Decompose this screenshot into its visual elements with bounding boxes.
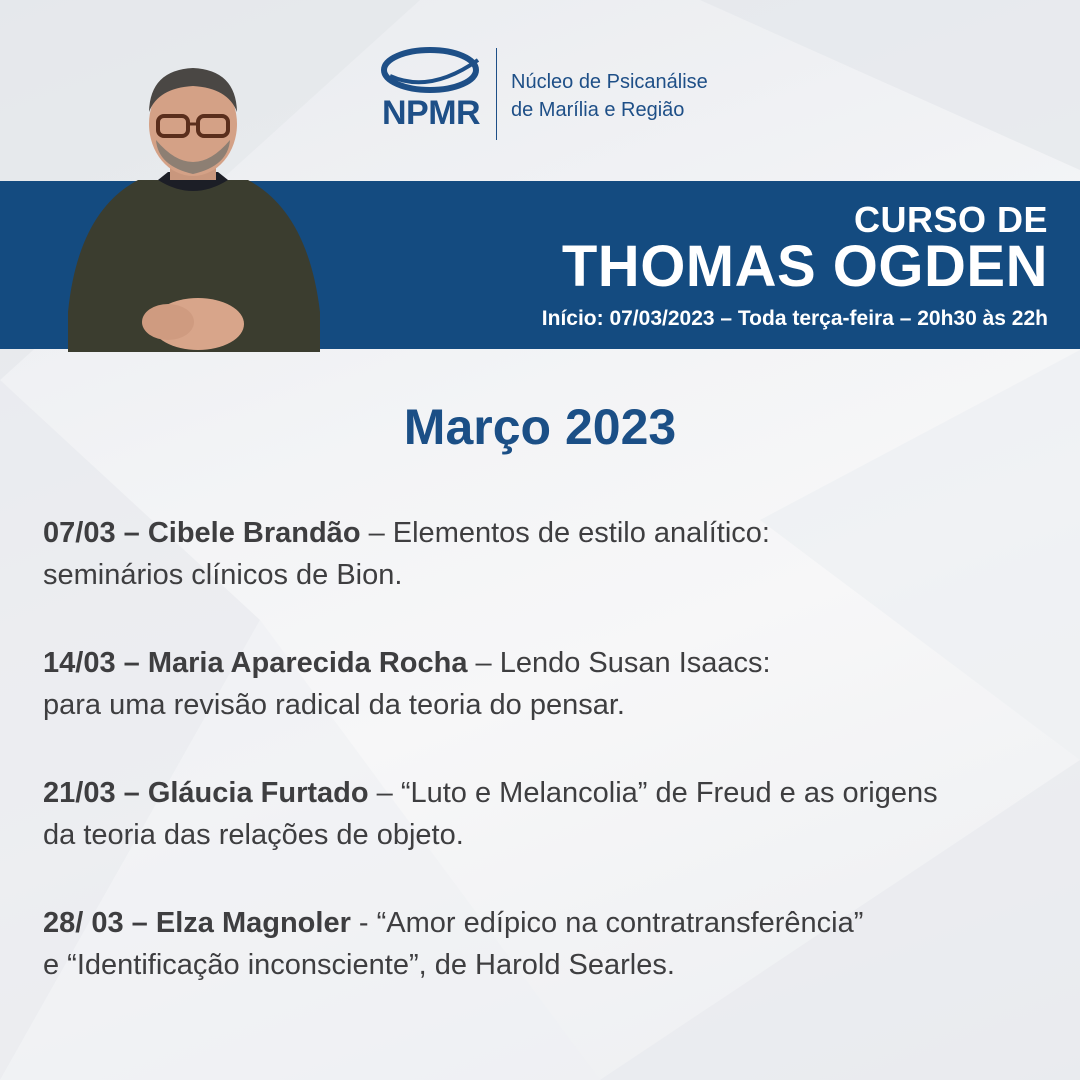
session-topic-part1: – “Luto e Melancolia” de Freud e as origens (368, 777, 938, 809)
logo-abbreviation: NPMR (382, 94, 481, 132)
logo-full-name (511, 68, 708, 124)
session-topic-part2: para uma revisão radical da teoria do pensar. (43, 689, 625, 721)
logo-name-line1: Núcleo de Psicanálise (511, 71, 708, 93)
session-date-speaker: 28/ 03 – Elza Magnoler (43, 907, 351, 939)
month-heading: Março 2023 (403, 399, 677, 455)
session-topic-part1: – Elementos de estilo analítico: (360, 517, 770, 549)
session-topic-part1: - “Amor edípico na contratransferência” (350, 907, 864, 939)
session-date-speaker: 21/03 – Gláucia Furtado (43, 777, 369, 809)
logo-name-line2: de Marília e Região (511, 99, 685, 121)
session-line1 (43, 512, 1053, 554)
npmr-logo (380, 46, 720, 146)
session-line1 (43, 772, 1053, 814)
session-topic-part1: – Lendo Susan Isaacs: (467, 647, 771, 679)
session-entry (43, 512, 1053, 596)
logo-divider (496, 48, 497, 140)
banner-kicker: CURSO DE (853, 199, 1048, 240)
presenter-photo (58, 62, 328, 372)
session-line1 (43, 642, 1053, 684)
session-entry (43, 772, 1053, 856)
session-line1 (43, 902, 1053, 944)
session-topic-part2: seminários clínicos de Bion. (43, 559, 403, 591)
session-date-speaker: 07/03 – Cibele Brandão (43, 517, 361, 549)
session-list (43, 512, 1053, 1032)
banner-title: THOMAS OGDEN (561, 234, 1048, 299)
session-date-speaker: 14/03 – Maria Aparecida Rocha (43, 647, 468, 679)
session-topic-part2: e “Identificação inconsciente”, de Harold Searles. (43, 949, 675, 981)
session-entry (43, 902, 1053, 986)
banner-schedule: Início: 07/03/2023 – Toda terça-feira – 20h30 às 22h (541, 307, 1048, 330)
session-topic-part2: da teoria das relações de objeto. (43, 819, 464, 851)
session-entry (43, 642, 1053, 726)
